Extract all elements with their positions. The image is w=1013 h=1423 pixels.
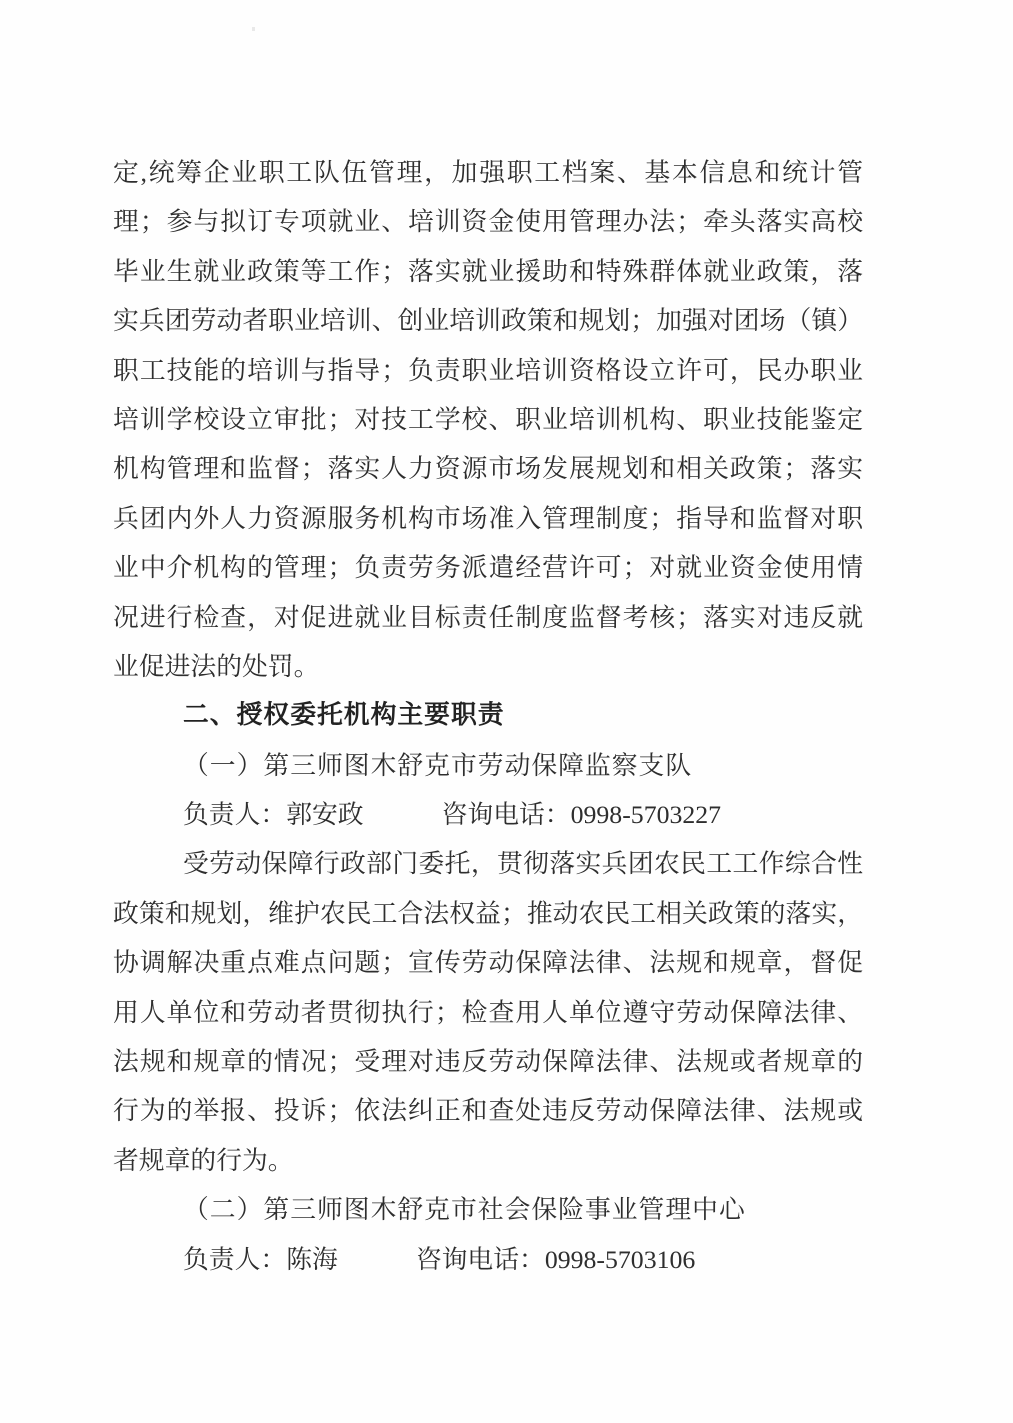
document-text-block — [113, 148, 863, 1284]
text-line: 政策和规划，维护农民工合法权益；推动农民工相关政策的落实， — [113, 898, 863, 928]
subsection-1-contact-line — [113, 790, 863, 839]
phone-label: 咨询电话： — [441, 800, 571, 830]
phone-number: 0998-5703227 — [570, 800, 722, 830]
leader-name: 郭安政 — [286, 800, 364, 830]
text-line: 兵团内外人力资源服务机构市场准入管理制度；指导和监督对职 — [113, 503, 863, 533]
text-line: 协调解决重点难点问题；宣传劳动保障法律、法规和规章，督促 — [113, 948, 863, 978]
leader-name: 陈海 — [286, 1244, 338, 1274]
text-line: 法规和规章的情况；受理对违反劳动保障法律、法规或者规章的 — [113, 1047, 863, 1077]
text-line: 培训学校设立审批；对技工学校、职业培训机构、职业技能鉴定 — [113, 404, 863, 434]
text-line: 受劳动保障行政部门委托，贯彻落实兵团农民工工作综合性 — [183, 849, 863, 879]
subsection-1 — [113, 741, 863, 1186]
subsection-2-contact-line — [113, 1235, 863, 1284]
text-line: 理；参与拟订专项就业、培训资金使用管理办法；牵头落实高校 — [113, 207, 863, 237]
text-line: 毕业生就业政策等工作；落实就业援助和特殊群体就业政策，落 — [113, 256, 863, 286]
subsection-2 — [113, 1185, 863, 1284]
leader-label: 负责人： — [183, 1244, 287, 1274]
leader-label: 负责人： — [183, 800, 287, 830]
phone-label: 咨询电话： — [415, 1244, 545, 1274]
intro-paragraph — [113, 148, 863, 691]
text-line: 业促进法的处罚。 — [113, 651, 320, 681]
text-line: 者规章的行为。 — [113, 1145, 294, 1175]
text-line: 业中介机构的管理；负责劳务派遣经营许可；对就业资金使用情 — [113, 553, 863, 583]
text-line: 定,统筹企业职工队伍管理，加强职工档案、基本信息和统计管 — [113, 158, 863, 187]
text-line: 行为的举报、投诉；依法纠正和查处违反劳动保障法律、法规或 — [113, 1096, 863, 1126]
phone-number: 0998-5703106 — [544, 1244, 696, 1274]
section-heading: 二、授权委托机构主要职责 — [183, 701, 505, 730]
text-line: 职工技能的培训与指导；负责职业培训资格设立许可，民办职业 — [113, 355, 863, 385]
scan-artifact — [252, 27, 255, 31]
text-line: 机构管理和监督；落实人力资源市场发展规划和相关政策；落实 — [113, 454, 863, 484]
text-line: 用人单位和劳动者贯彻执行；检查用人单位遵守劳动保障法律、 — [113, 997, 863, 1027]
subsection-1-body — [113, 839, 863, 1185]
subsection-1-title: （一）第三师图木舒克市劳动保障监察支队 — [183, 750, 693, 780]
subsection-2-title: （二）第三师图木舒克市社会保险事业管理中心 — [183, 1195, 746, 1225]
text-line: 况进行检查，对促进就业目标责任制度监督考核；落实对违反就 — [113, 602, 863, 632]
text-line: 实兵团劳动者职业培训、创业培训政策和规划；加强对团场（镇） — [113, 306, 863, 336]
